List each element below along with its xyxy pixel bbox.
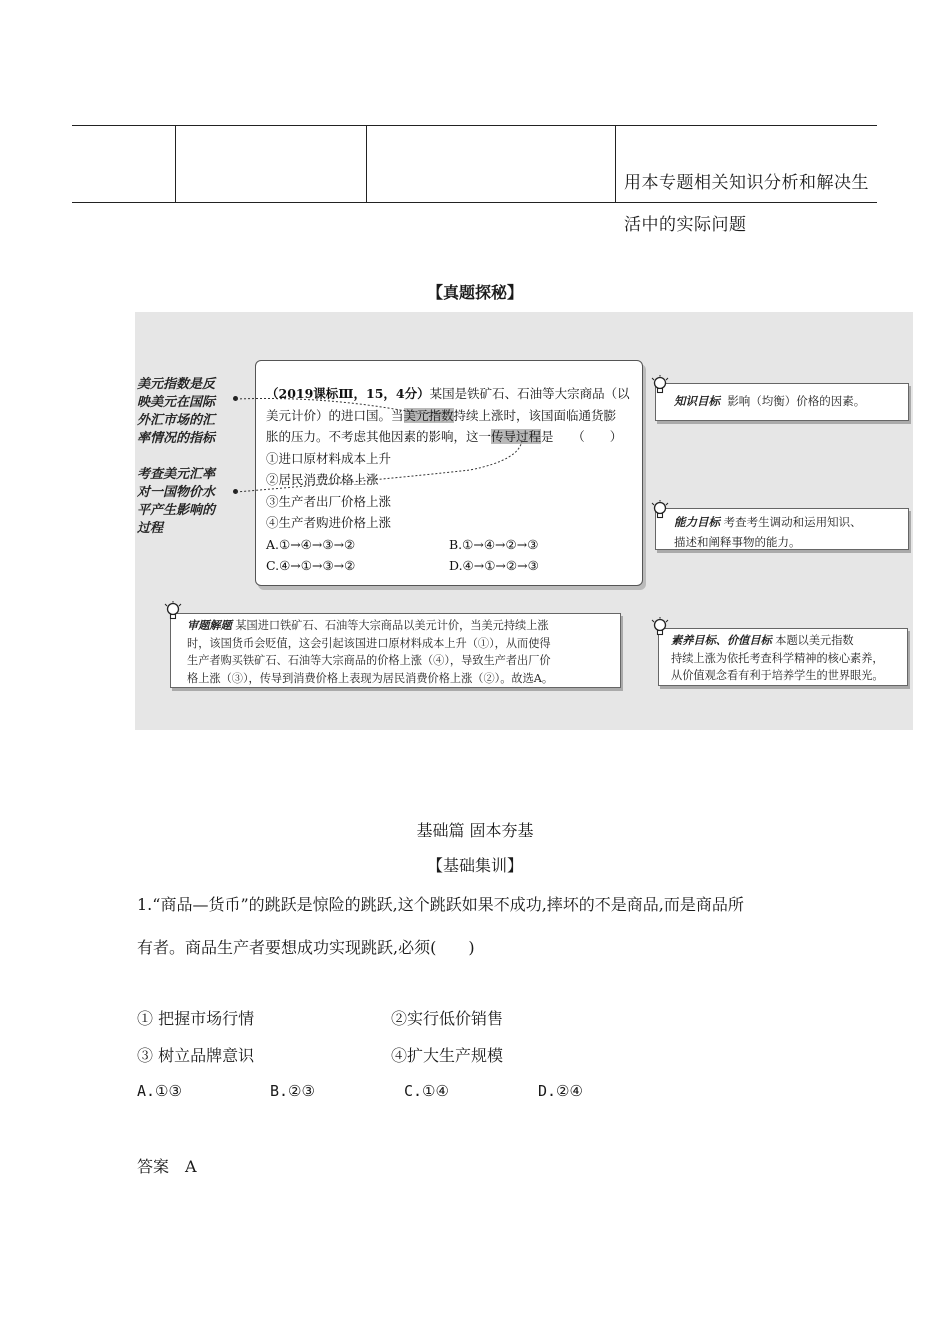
highlight-transmission: 传导过程 — [491, 429, 542, 444]
literacy-text: 本题以美元指数 — [775, 634, 854, 647]
choice-c: C.④→①→③→② — [266, 558, 356, 573]
question-item: ④生产者购进价格上涨 — [266, 515, 392, 530]
analysis-text: 某国进口铁矿石、石油等大宗商品以美元计价，当美元持续上涨 — [235, 619, 549, 632]
question-1-stem-cont: 有者。商品生产者要想成功实现跳跃,必须( ) — [137, 938, 475, 957]
question-source: （2019课标Ⅲ，15，4分） — [266, 386, 430, 401]
choice-d: D.②④ — [538, 1082, 583, 1100]
table-column-divider — [175, 125, 176, 203]
ability-goal-note — [655, 508, 909, 550]
ability-label: 能力目标 — [674, 515, 720, 529]
left-annotation-1: 美元指数是反 映美元在国际 外汇市场的汇 率情况的指标 — [137, 377, 216, 446]
literacy-text: 持续上涨为依托考查科学精神的核心素养， — [671, 651, 884, 665]
choice-a: A.①③ — [137, 1082, 182, 1100]
lightbulb-icon — [651, 375, 669, 397]
analysis-text: 格上涨（③），传导到消费价格上表现为居民消费价格上涨（②）。故选A。 — [187, 671, 554, 685]
table-column-divider — [366, 125, 367, 203]
lightbulb-icon — [651, 500, 669, 522]
literacy-goal-note — [658, 628, 908, 686]
knowledge-goal-note — [655, 383, 909, 421]
question-text: 美元计价）的进口国。当 — [266, 407, 404, 423]
basic-subheading: 【基础集训】 — [426, 856, 523, 875]
ability-text: 描述和阐释事物的能力。 — [674, 535, 801, 549]
answer: 答案 A — [137, 1157, 197, 1176]
option-2: ②实行低价销售 — [391, 1009, 504, 1028]
literacy-label: 素养目标、价值目标 — [671, 634, 772, 647]
question-item: ③生产者出厂价格上涨 — [266, 493, 392, 509]
knowledge-label: 知识目标 — [674, 394, 720, 408]
option-3: ③ 树立品牌意识 — [137, 1046, 255, 1065]
knowledge-text: 影响（均衡）价格的因素。 — [727, 394, 866, 408]
choice-b: B.①→④→②→③ — [449, 536, 539, 552]
highlight-dollar-index: 美元指数 — [403, 407, 454, 423]
table-cell-text-line1: 用本专题相关知识分析和解决生 — [624, 173, 869, 193]
option-1: ① 把握市场行情 — [137, 1009, 255, 1028]
analysis-text: 时，该国货币会贬值，这会引起该国进口原材料成本上升（①），从而使得 — [187, 636, 551, 650]
analysis-text: 生产者购买铁矿石、石油等大宗商品的价格上涨（④），导致生产者出厂价 — [187, 654, 551, 667]
analysis-label: 审题解题 — [187, 619, 232, 632]
section-title: 【真题探秘】 — [426, 283, 523, 302]
choice-c: C.①④ — [404, 1082, 449, 1100]
connector-lines — [230, 380, 550, 500]
choice-a: A.①→④→③→② — [266, 536, 356, 552]
table-bottom-border — [72, 202, 877, 203]
question-text: 某国是铁矿石、石油等大宗商品（以 — [429, 386, 630, 401]
question-item: ①进口原材料成本上升 — [266, 450, 392, 466]
lightbulb-icon — [164, 601, 182, 623]
question-1-stem: 1.“商品—货币”的跳跃是惊险的跳跃,这个跳跃如果不成功,摔坏的不是商品,而是商品所 — [137, 895, 744, 914]
analysis-note — [170, 613, 621, 688]
question-text: 胀的压力。不考虑其他因素的影响，这一 — [266, 429, 492, 444]
table-column-divider — [615, 125, 616, 203]
question-item: ②居民消费价格上涨 — [266, 472, 379, 487]
table-cell-text-line2: 活中的实际问题 — [624, 215, 747, 235]
left-annotation-2: 考查美元汇率 对一国物价水 平产生影响的 过程 — [137, 467, 216, 536]
question-text: 持续上涨时，该国面临通货膨 — [453, 407, 617, 423]
table-top-border — [72, 125, 877, 126]
choice-b: B.②③ — [270, 1082, 315, 1100]
choice-d: D.④→①→②→③ — [449, 558, 539, 573]
ability-text: 考查考生调动和运用知识、 — [723, 515, 862, 529]
option-4: ④扩大生产规模 — [391, 1046, 504, 1065]
literacy-text: 从价值观念看有利于培养学生的世界眼光。 — [671, 669, 884, 682]
lightbulb-icon — [651, 617, 669, 639]
question-text: 是 （ ） — [541, 429, 623, 444]
basic-heading: 基础篇 固本夯基 — [416, 821, 534, 840]
